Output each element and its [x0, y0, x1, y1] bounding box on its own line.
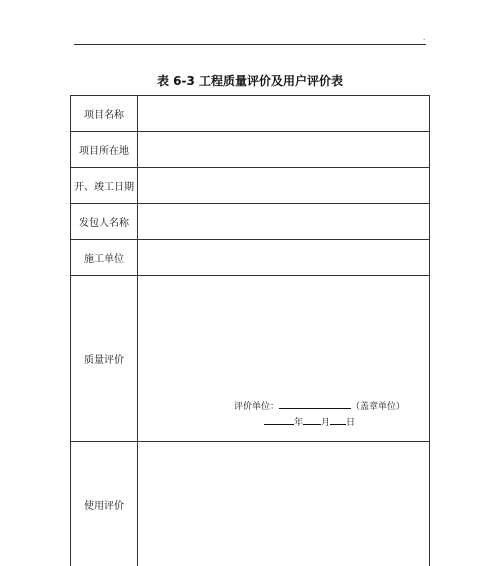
form-row-usage-evaluation	[71, 442, 430, 566]
form-row-project-location	[71, 132, 430, 168]
field-project-location[interactable]	[138, 132, 430, 168]
field-construction-unit[interactable]	[138, 240, 430, 276]
form-row-quality-evaluation	[71, 276, 430, 442]
label-quality-evaluation: 质量评价	[71, 276, 138, 442]
label-construction-unit: 施工单位	[71, 240, 138, 276]
day-label: 日	[346, 418, 356, 428]
field-start-completion-dates[interactable]	[138, 168, 430, 204]
evaluation-unit-line	[234, 399, 405, 415]
field-employer-name[interactable]	[138, 204, 430, 240]
document-title: 表 6-3 工程质量评价及用户评价表	[156, 74, 344, 88]
form-row-construction-unit	[71, 240, 430, 276]
evaluation-unit-label: 评价单位：	[234, 402, 280, 412]
seal-note: （盖章单位）	[351, 402, 406, 412]
field-quality-evaluation[interactable]	[138, 276, 430, 442]
evaluation-date-line	[234, 415, 405, 431]
label-project-location: 项目所在地	[71, 132, 138, 168]
label-employer-name: 发包人名称	[71, 204, 138, 240]
evaluation-unit-blank[interactable]	[279, 399, 351, 409]
header-corner-mark: .	[423, 34, 426, 42]
form-row-employer-name	[71, 204, 430, 240]
year-label: 年	[294, 418, 304, 428]
field-usage-evaluation[interactable]	[138, 442, 430, 566]
day-blank[interactable]	[330, 415, 346, 425]
year-blank[interactable]	[264, 415, 294, 425]
month-blank[interactable]	[303, 415, 321, 425]
evaluation-form-table	[70, 95, 430, 566]
label-usage-evaluation: 使用评价	[71, 442, 138, 566]
header-rule	[74, 44, 426, 45]
form-row-start-completion-dates	[71, 168, 430, 204]
label-project-name: 项目名称	[71, 96, 138, 132]
field-project-name[interactable]	[138, 96, 430, 132]
quality-sign-block	[234, 399, 405, 431]
label-start-completion-dates: 开、竣工日期	[71, 168, 138, 204]
form-row-project-name	[71, 96, 430, 132]
month-label: 月	[321, 418, 331, 428]
